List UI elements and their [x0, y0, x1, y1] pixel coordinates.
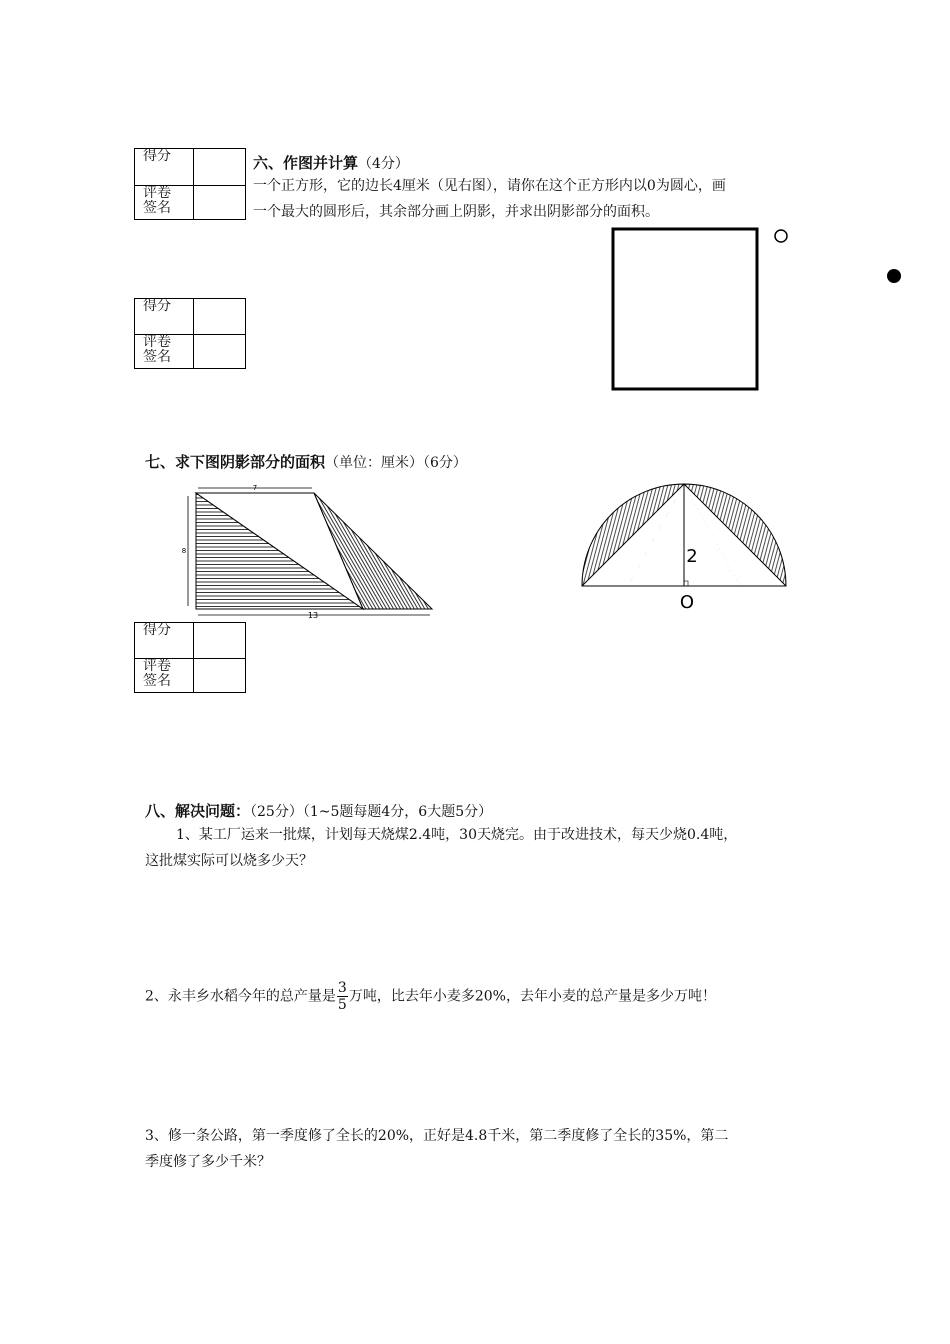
radius-label: 2	[686, 546, 698, 567]
section8-points: （25分）（1~5题每题4分，6大题5分）	[250, 804, 493, 820]
score-box-1	[134, 148, 246, 220]
square-shape	[613, 229, 757, 389]
section6-points: （4分）	[358, 156, 409, 172]
score-field	[194, 623, 246, 659]
score-label: 得分	[135, 149, 194, 186]
semicircle-figure	[575, 478, 795, 613]
trapezoid-figure	[180, 480, 440, 622]
score-label: 得分	[135, 623, 194, 659]
section6-line1: 一个正方形，它的边长4厘米（见右图），请你在这个正方形内以0为圆心，画	[253, 178, 726, 194]
bottom-length-label: 13	[307, 611, 319, 620]
score-field	[194, 299, 246, 335]
section6-title: 六、作图并计算	[253, 154, 359, 172]
section6-heading	[253, 152, 409, 173]
reviewer-field	[194, 659, 246, 693]
reviewer-field	[194, 335, 246, 369]
section8-title: 八、解决问题：	[145, 802, 251, 820]
reviewer-label: 评卷 签名	[135, 186, 194, 220]
section7-unit-note: （单位：厘米）（6分）	[325, 455, 467, 471]
square-figure	[600, 220, 810, 400]
section7-heading	[145, 451, 467, 472]
section7-title: 七、求下图阴影部分的面积	[145, 453, 326, 471]
score-label: 得分	[135, 299, 194, 335]
score-box-3	[134, 622, 246, 693]
q1-line1: 1、某工厂运来一批煤，计划每天烧煤2.4吨，30天烧完。由于改进技术，每天少烧0.4吨，	[176, 827, 738, 843]
reviewer-label: 评卷 签名	[135, 335, 194, 369]
q2-line: 2、永丰乡水稻今年的总产量是 $\frac{3}{5}$ 万吨，比去年小麦多20%，去年小麦的总产量是多少万吨！	[145, 980, 716, 1013]
fraction	[337, 980, 348, 1013]
q1-line2: 这批煤实际可以烧多少天？	[145, 853, 313, 869]
top-length-label: 7	[252, 484, 258, 492]
q3-line2: 季度修了多少千米？	[145, 1154, 271, 1170]
reviewer-label: 评卷 签名	[135, 659, 194, 693]
fraction-numerator: 3	[337, 980, 347, 996]
score-field	[194, 149, 246, 186]
section6-line2: 一个最大的圆形后，其余部分画上阴影，并求出阴影部分的面积。	[253, 204, 659, 220]
score-box-2	[134, 298, 246, 369]
reviewer-field	[194, 186, 246, 220]
center-label: O	[679, 592, 695, 613]
height-label: 8	[181, 547, 187, 555]
point-o-marker	[775, 230, 787, 242]
black-dot-marker	[884, 266, 904, 286]
section8-heading	[145, 800, 492, 821]
fraction-denominator: 5	[337, 997, 347, 1013]
q3-line1: 3、修一条公路，第一季度修了全长的20%，正好是4.8千米，第二季度修了全长的35%，第二	[145, 1128, 729, 1144]
